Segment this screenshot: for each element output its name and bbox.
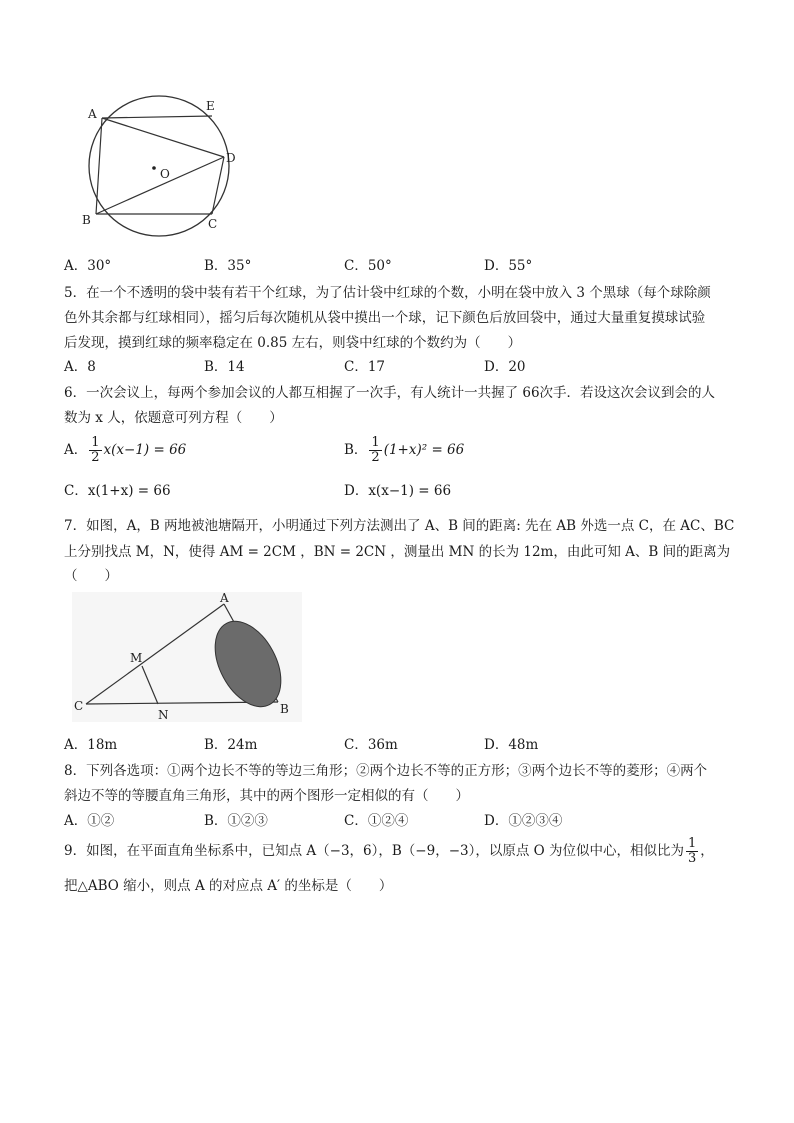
segment-cd [212, 157, 224, 214]
fraction-one-half-a [89, 436, 101, 465]
q9-line-1-end: ， [700, 843, 714, 859]
q4-option-b: B．35° [204, 258, 252, 274]
q4-option-c: C．50° [344, 258, 392, 274]
label-m: M [130, 651, 143, 665]
pond-triangle-figure [72, 592, 302, 722]
label-b: B [280, 702, 289, 716]
q7-option-b: B．24m [204, 737, 258, 753]
q7-option-a: A．18m [64, 737, 118, 753]
q9-line-1-text: 9．如图，在平面直角坐标系中，已知点 A（−3，6），B（−9，−3），以原点 O 为位似中心，相似比为 [64, 843, 684, 859]
q6-line-2: 数为 x 人，依题意可列方程（ ） [64, 410, 283, 426]
segment-ae [102, 116, 212, 118]
q5-line-1: 5．在一个不透明的袋中装有若干个红球，为了估计袋中红球的个数，小明在袋中放入 3 个黑球（每个球除颜 [64, 285, 711, 301]
label-n: N [158, 708, 169, 722]
q9-line-2: 把△ABO 缩小，则点 A 的对应点 A′ 的坐标是（ ） [64, 878, 393, 894]
center-point-o [152, 166, 156, 170]
q8-line-2: 斜边不等的等腰直角三角形，其中的两个图形一定相似的有（ ） [64, 788, 469, 804]
q8-option-c: C．①②④ [344, 813, 409, 829]
q6-option-b-label: B． [344, 442, 368, 458]
label-e: E [206, 99, 215, 113]
q5-option-b: B．14 [204, 359, 245, 375]
label-o: O [160, 167, 170, 181]
q6-option-b-expression: (1+x)² = 66 [383, 442, 465, 458]
fraction-numerator: 1 [91, 435, 100, 450]
q5-option-a: A．8 [64, 359, 96, 375]
circle-figure [76, 92, 246, 242]
q9-line-1 [64, 834, 714, 868]
q4-option-a: A．30° [64, 258, 112, 274]
q6-option-a-label: A． [64, 442, 88, 458]
q7-line-2: 上分别找点 M，N，使得 AM = 2CM ，BN = 2CN ，测量出 MN 的长为 12m，由此可知 A、B 间的距离为 [64, 544, 731, 560]
q6-option-b [344, 435, 464, 465]
label-c: C [74, 699, 84, 713]
q4-option-d: D．55° [484, 258, 533, 274]
q8-option-d: D．①②③④ [484, 813, 563, 829]
q7-line-1: 7．如图，A，B 两地被池塘隔开，小明通过下列方法测出了 A、B 间的距离: 先在 AB 外选一点 C，在 AC、BC [64, 518, 735, 534]
q7-line-3: （ ） [64, 568, 118, 584]
q7-option-d: D．48m [484, 737, 539, 753]
q5-line-2: 色外其余都与红球相同），摇匀后每次随机从袋中摸出一个球，记下颜色后放回袋中，通过大量重复摸球试验 [64, 310, 706, 326]
q5-line-3: 后发现，摸到红球的频率稳定在 0.85 左右，则袋中红球的个数约为（ ） [64, 335, 522, 351]
fraction-denominator: 2 [371, 450, 380, 465]
segment-ad [102, 118, 224, 157]
q5-option-c: C．17 [344, 359, 386, 375]
label-c: C [208, 217, 218, 231]
label-a: A [220, 592, 229, 605]
q8-option-a: A．①② [64, 813, 115, 829]
segment-bd [96, 157, 224, 214]
q6-option-c: C．x(1+x) = 66 [64, 483, 171, 499]
q7-option-c: C．36m [344, 737, 398, 753]
q6-option-d: D．x(x−1) = 66 [344, 483, 452, 499]
label-d: D [226, 151, 236, 165]
fraction-one-half-b [369, 436, 381, 465]
q5-option-d: D．20 [484, 359, 526, 375]
fraction-one-third [686, 837, 698, 866]
label-a: A [88, 107, 97, 121]
q8-option-b: B．①②③ [204, 813, 268, 829]
fraction-numerator: 1 [688, 836, 697, 851]
q6-line-1: 6．一次会议上，每两个参加会议的人都互相握了一次手，有人统计一共握了 66次手．若设这次会议到会的人 [64, 385, 716, 401]
fraction-denominator: 3 [688, 851, 697, 866]
fraction-denominator: 2 [91, 450, 100, 465]
q8-line-1: 8．下列各选项：①两个边长不等的等边三角形；②两个边长不等的正方形；③两个边长不等的菱形；④两个 [64, 763, 708, 779]
q6-option-a [64, 435, 186, 465]
fraction-numerator: 1 [371, 435, 380, 450]
q6-option-a-expression: x(x−1) = 66 [103, 442, 187, 458]
label-b: B [82, 213, 91, 227]
